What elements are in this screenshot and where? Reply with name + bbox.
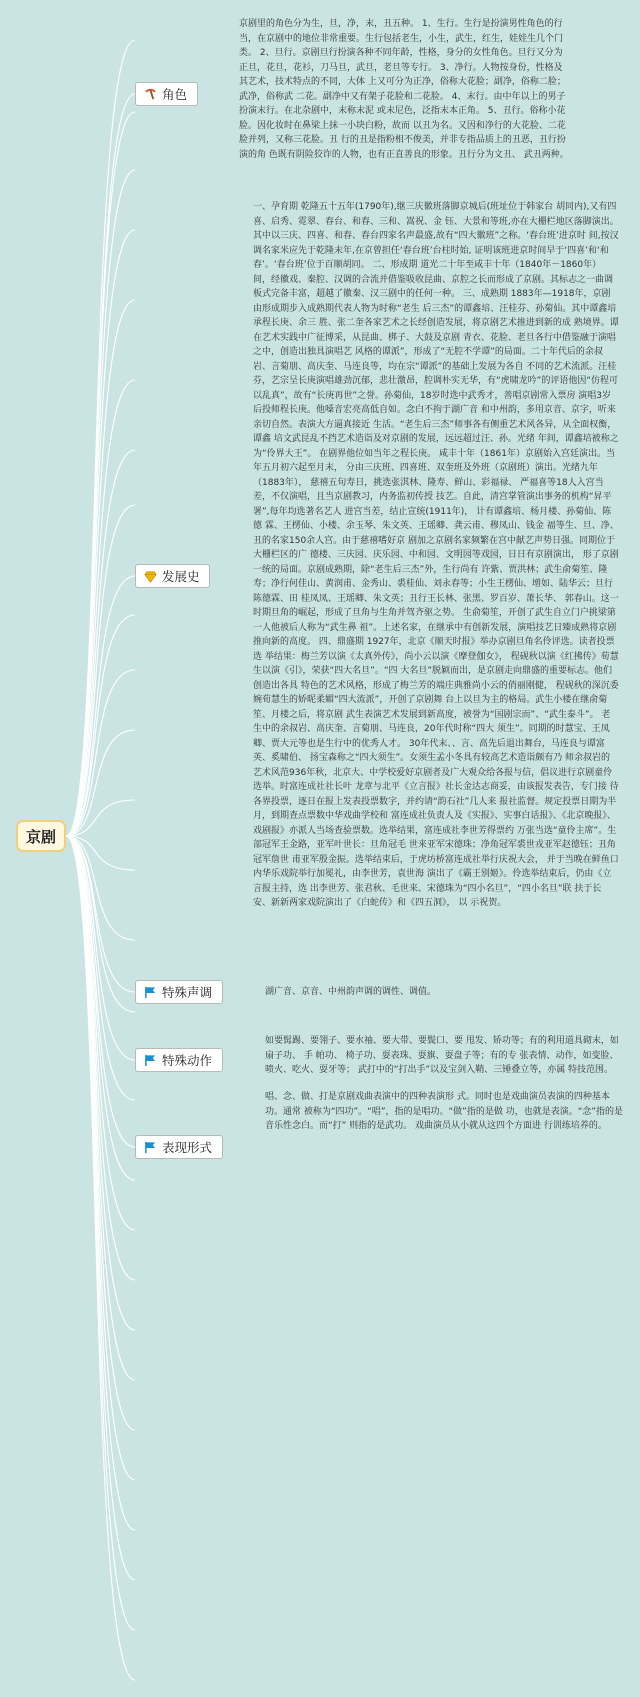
branch-node-special-moves[interactable]: [135, 1048, 223, 1072]
connector-branch-0: [66, 94, 135, 836]
connector-empty-2: [66, 170, 135, 836]
root-node[interactable]: [16, 820, 66, 852]
branch-node-special-tones[interactable]: [135, 980, 223, 1004]
forms-description: 唱、念、做、打是京剧戏曲表演中的四种表演形 式。同时也是戏曲演员表演的四种基本功。通常 被称为“四功”。“唱”，指的是唱功。“做”指的是做 功，也就是表演。“念”指的是音乐性念白。而“打” 则指的是武功。 戏曲演员从小就从这四个方面进 行训练培养的。: [265, 1092, 624, 1131]
branch-label: 特殊动作: [162, 1053, 213, 1068]
flag-icon: [144, 986, 157, 999]
branch-label: 发展史: [162, 569, 200, 584]
branch-node-roles[interactable]: [135, 82, 198, 106]
branch-label: 特殊声调: [162, 985, 213, 1000]
branch-label: 表现形式: [162, 1140, 213, 1155]
gem-icon: [144, 570, 157, 583]
roles-description: 京剧里的角色分为生，旦，净，末，丑五种。 1、生行。生行是扮演男性角色的行当，在京剧中的地位非常重要。生行包括老生，小生，武生，红生，娃娃生几个门类。 2、旦行。京剧旦行扮演各种不同年龄，性格，身分的女性角色。旦行又分为正旦，花旦，花衫，刀马旦，武旦，老旦等专行。 3、净行。人物按身份，性格及其艺术，技术特点的不同，大体 上又可分为正净，俗称大花脸；副净，俗称二脸；武净，俗称武 二花。副净中又有架子花脸和二花脸。 4、末行。由中年以上的男子扮演末行。在北杂剧中，末称末泥 或末尼色，泛指末本正角。 5、丑行。俗称小花脸。因化妆时在鼻梁上抹一小块白粉，故而 以丑为名。又因和净行的大花脸、二花脸并列，又称三花脸。丑 行的丑是指粉相不俊美，并非专指品质上的丑恶，丑行扮演的角 色既有阴险狡诈的人物，也有正直善良的形象。丑行分为文丑、 武丑两种。: [239, 19, 569, 160]
root-label: 京剧: [25, 827, 56, 846]
special-moves-description: 如要髯踢、要翎子、要水袖、要大带、要鬓口、要 甩发、矫功等；有的利用道具砌末，如扇子功、 手 帕功、 椅子功、耍表珠、耍旗、耍盘子等；有的专 张表情、动作，如变脸、喷火、吃火、耍牙等； 武打中的“打出手”以及宝剑入鞘、三锤叠立等，亦属 特技范围。: [265, 1036, 619, 1075]
connector-branch-4: [66, 836, 135, 1147]
flag-icon: [144, 1054, 157, 1067]
branch-node-forms[interactable]: [135, 1135, 223, 1159]
branch-label: 角色: [162, 87, 188, 102]
connector-empty-20: [66, 836, 135, 1380]
connector-empty-8: [66, 615, 135, 836]
flag-icon: [144, 1141, 157, 1154]
history-description: 一、孕育期 乾隆五十五年(1790年),继三庆徽班落脚京城后(班址位于韩家台 胡同内),又有四喜、启秀、霓翠、春台、和春、三和、嵩祝、金 钰、大景和等班,亦在大栅栏地区落脚演出。其中以三庆、四喜、和春、春台四家名声最盛,故有“四大徽班”之称。‘春台班’进京时 间,按汉调名家米应先于乾隆末年,在京曾担任‘春台班’台柱时始, 证明该班进京时间早于‘四喜’和‘和春’。‘春台班’位于百顺胡同。 二、形成期 道光二十年至咸丰十年（1840年－1860年）间，经徽戏、秦腔、汉调的合流并借鉴吸收昆曲、京腔之长而形成了京剧。其标志之一曲调板式完备丰富，超越了徽秦、汉三剧中的任何一种。 三、成熟期 1883年—1918年，京剧由形成期步入成熟期代表人物为时称“老生 后三杰”的谭鑫培、汪桂芬、孙菊仙。其中谭鑫培承程长庚、余三 胜、张二奎各家艺术之长经创造发展，将京剧艺术推进到新的成 熟境界。谭在艺术实践中广征博采，从昆曲、梆子、大鼓及京剧 青衣、花脸、老旦各行中借鉴融于演唱之中，创造出独具演唱艺 风格的谭派”，形成了“无腔不学谭”的局面。二十年代后的余叔岩、言菊朋、高庆奎、马连良等，均在宗“谭派”的基础上发展为各自 不同的艺术流派。汪桂芬，艺宗呈长庚演唱雄劲沉郁，悲壮激昂，腔调朴实无华，有“虎啸龙吟”的评语他因“仿程可以乱真”，故有“长庚再世”之誉。孙菊仙，18岁时选中武秀才，善唱京剧常入票房 演唱3岁后投师程长庚。他嗓音宏亮高低自如。念白不拘于湖广音 和中州韵，多用京音、京字，听来亲切自然。表演大方逼真接近 生活。“老生后三杰”师事各有侧重艺术风各异，从全面权衡，谭鑫 培文武昆乱不挡艺术造诣及对京剧的发展，远远超过汪、孙。光绪 年间，谭鑫培被称之为“伶界大王”。 在剧界他位如当年之程长庚。 咸丰十年（1861年）京剧始入宫廷演出。当年五月初六起至月末， 分由三庆班、四喜班、双奎班及外班（京剧班）演出。光绪九年 （1883年）， 慈禧五旬寿日，挑选张淇林、隆寿、鲜山、彩福禄、 严福喜等18人入宫当差，不仅演唱，且当京剧教习，内务监初传授 技艺。自此，清宫掌管演出事务的机构“昇平署”,每年均选著名艺人 进宫当差，结止宣统(1911年)， 计有谭鑫培、杨月楼、孙菊仙、陈德 霖、王楞仙、小楼、余玉琴、朱文英、王瑶卿、龚云甫、穆凤山、钱金 福等生、旦、净、丑的名家150余人宫。由于慈禧嗜好京 剧加之京剧名家频繁在宫中献艺声势日强。同期位于大栅栏区的广 德楼、三庆园、庆乐园、中和园、文明园等戏园，日日有京剧演出， 形了京剧一统的局面。京剧成熟期，除“老生后三杰”外，生行尚有 许紫、贾洪林；武生俞菊笙、隆寿；净行何佳山、黄润甫、金秀山、裘桂仙、刘永春等；小生王楞仙、增如、陆华云；旦行陈德霖、田 桂凤凤、王瑶卿、朱文英；丑行王长林、张黑、罗百岁、萧长华、 郭春山。这一时期旦角的崛起，形成了旦角与生角并驾齐驱之势。 生俞菊笙，开创了武生自立门户挑梁第一人他被后人称为“武生鼻 祖”。上述名家，在继承中有创新发展，演唱技艺日臻成熟将京剧 推向新的高度。 四、鼎盛期 1927年，北京《顺天时报》举办京剧旦角名伶评选。读者投票选 举结果：梅兰芳以演《太真外传》，尚小云以演《摩登伽女》， 程砚秋以演《红拂传》荀慧生以演《引》，荣获“四大名旦”。“四 大名旦”脱颖而出，是京剧走向鼎盛的重要标志。他们创造出各具 特色的艺术风格，形成了梅兰芳的端庄典雅尚小云的俏丽刚健， 程砚秋的深沉委婉荀慧生的娇昵柔媚“四大流派”，开创了京剧舞 台上以旦为主的格局。武生小楼在继俞菊笙、月楼之后，将京剧 武生表演艺术发展到新高度，被誉为“国剧宗而”、“武生泰斗”。 老生中的余叔岩、高庆奎、言菊朋、马连良，20年代时称“四大 须生”。同期的时慧宝、王凤卿、贾大元等也是生行中的优秀人才。 30年代末、、言、高先后退出舞台，马连良与谭富英、奚啸伯、 扬宝森称之“四大须生”。女须生孟小冬具有较高艺术造诣颇有乃 师余叔岩的艺术风范936年秋，北京大、中学校爱好京剧者及广大观众给各报与信，倡议进行京剧童伶选举。时富连成社社长叶 龙章与北平《立言报》社长金达志商妥，由该报发表告，专门接 待各界投票，逐日在报上发表投票数字，并约请“韵石社”几人来 报社监督。规定投票日期为半月，到期查点票数中华戏曲学校和 富连成社负责人及《实报》、实事白话报》、《北京晚报》、戏剧报》亦派人当场查验票数。选举结果，富连成社李世芳得票约 万张当选“童伶主席”。生部冠军王金路，亚军叶世长：旦角冠毛 世来亚军宋德珠；净角冠军裘世戎亚军赵德钰；丑角冠军詹世 甫亚军殷金振。选举结束后，于虎坊桥富连成社举行庆祝大会， 并于当晚在鲜鱼口内华乐戏院举行加冕礼，由李世芳，袁世海 演出了《霸王别姬》。伶选举结束后，仍由《立言报主持，选 出李世芳、张君秋、毛世来、宋德珠为“四小名旦”，“四小名旦”联 扶于长安、新新两家戏院演出了《白蛇传》和《四五洞》， 以 示祝贺。: [253, 202, 619, 908]
branch-node-history[interactable]: [135, 564, 210, 588]
connector-empty-25: [66, 836, 135, 1630]
connector-empty-6: [66, 450, 135, 836]
connector-branch-1: [66, 576, 135, 836]
special-tones-description: 湖广音、京音、中州韵声调的调性、调值。: [265, 987, 437, 997]
pickaxe-icon: [144, 88, 157, 101]
